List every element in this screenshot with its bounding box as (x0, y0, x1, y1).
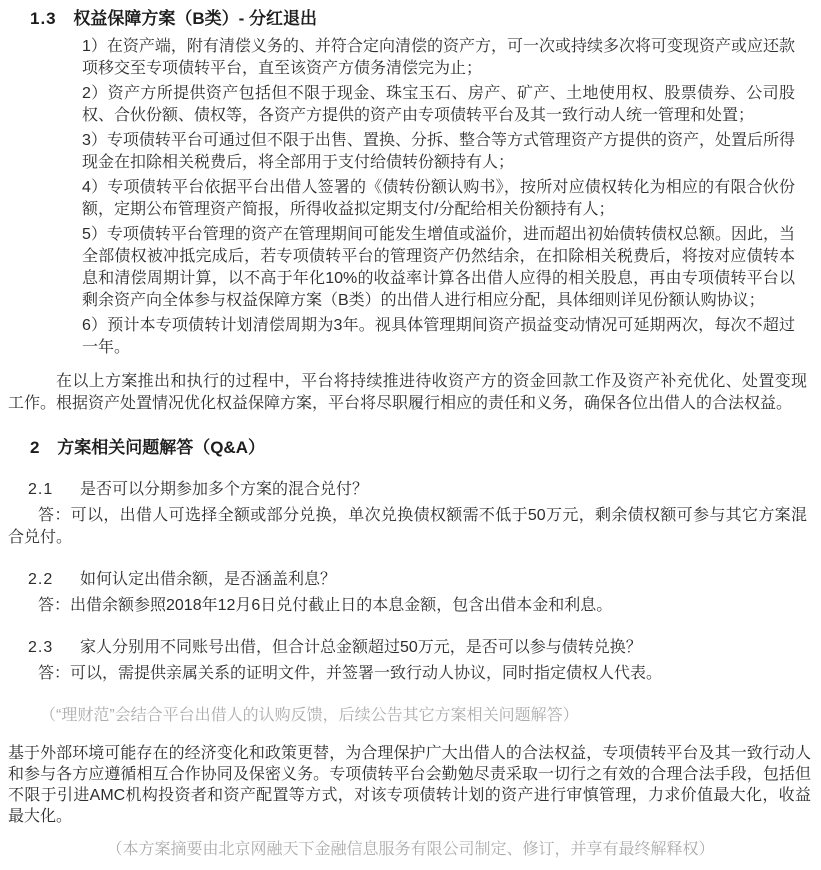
closing-paragraph: 在以上方案推出和执行的过程中，平台将持续推进待收资产方的资金回款工作及资产补充优化、处置变现工作。根据资产处置情况优化权益保障方案，平台将尽职履行相应的责任和义务，确保各位出借人的合法权益。 (8, 373, 807, 412)
section-2-heading (30, 437, 821, 459)
qa-answer: 答：可以，出借人可选择全额或部分兑换，单次兑换债权额需不低于50万元，剩余债权额可参与其它方案混合兑付。 (8, 507, 807, 546)
qa-question-row (28, 479, 821, 501)
qa-block-2-3 (0, 637, 821, 685)
section-1-3-heading (30, 8, 821, 30)
section-2-title: 方案相关问题解答（Q&A） (57, 438, 265, 457)
qa-block-2-1 (0, 479, 821, 549)
qa-question-row (28, 637, 821, 659)
qa-question-row (28, 569, 821, 591)
platform-note: （“理财范”会结合平台出借人的认购反馈，后续公告其它方案相关问题解答） (40, 707, 579, 724)
term-item-3: 3）专项债转平台可通过但不限于出售、置换、分拆、整合等方式管理资产方提供的资产，处置后所得现金在扣除相关税费后，将全部用于支付给债转份额持有人； (82, 132, 795, 171)
term-item-2: 2）资产方所提供资产包括但不限于现金、珠宝玉石、房产、矿产、土地使用权、股票债券、公司股权、合伙份额、债权等，各资产方提供的资产由专项债转平台及其一致行动人统一管理和处置； (82, 85, 795, 124)
footer-note: （本方案摘要由北京网融天下金融信息服务有限公司制定、修订，并享有最终解释权） (106, 841, 715, 858)
qa-answer: 答：可以，需提供亲属关系的证明文件，并签署一致行动人协议，同时指定债权人代表。 (38, 665, 663, 682)
disclaimer-paragraph: 基于外部环境可能存在的经济变化和政策更替，为合理保护广大出借人的合法权益，专项债转平台及其一致行动人和参与各方应遵循相互合作协同及保密义务。专项债转平台会勤勉尽责采取一切行之有效的合理合法手段，包括但不限于引进AMC机构投资者和资产配置等方式，对该专项债转计划的资产进行审慎管理，力求价值最大化，收益最大化。 (8, 745, 811, 825)
section-1-3-number: 1.3 (30, 9, 57, 28)
qa-question: 是否可以分期参加多个方案的混合兑付？ (80, 481, 369, 498)
section-1-3-title: 权益保障方案（B类）- 分红退出 (73, 9, 318, 28)
term-item-6: 6）预计本专项债转计划清偿周期为3年。视具体管理期间资产损益变动情况可延期两次，每次不超过一年。 (82, 317, 795, 356)
qa-question: 如何认定出借余额，是否涵盖利息？ (80, 571, 337, 588)
term-item-4: 4）专项债转平台依据平台出借人签署的《债转份额认购书》，按所对应债权转化为相应的有限合伙份额，定期公布管理资产简报，所得收益拟定期支付/分配给相关份额持有人； (82, 179, 795, 218)
terms-list (82, 36, 795, 359)
term-item-5: 5）专项债转平台管理的资产在管理期间可能发生增值或溢价，进而超出初始债转债权总额。因此，当全部债权被冲抵完成后，若专项债转平台的管理资产仍然结余，在扣除相关税费后，将按对应债转本息和清偿周期计算，以不高于年化10%的收益率计算各出借人应得的相关股息，再由专项债转平台以剩余资产向全体参与权益保障方案（B类）的出借人进行相应分配，具体细则详见份额认购协议； (82, 226, 795, 309)
qa-answer: 答：出借余额参照2018年12月6日兑付截止日的本息金额，包含出借本金和利息。 (38, 597, 613, 614)
term-item-1: 1）在资产端，附有清偿义务的、并符合定向清偿的资产方，可一次或持续多次将可变现资产或应还款项移交至专项债转平台，直至该资产方债务清偿完为止； (82, 38, 795, 77)
qa-number: 2.2 (28, 571, 54, 588)
section-2-number: 2 (30, 438, 41, 457)
qa-question: 家人分别用不同账号出借，但合计总金额超过50万元，是否可以参与债转兑换？ (80, 639, 642, 656)
qa-number: 2.1 (28, 481, 54, 498)
qa-block-2-2 (0, 569, 821, 617)
qa-number: 2.3 (28, 639, 54, 656)
